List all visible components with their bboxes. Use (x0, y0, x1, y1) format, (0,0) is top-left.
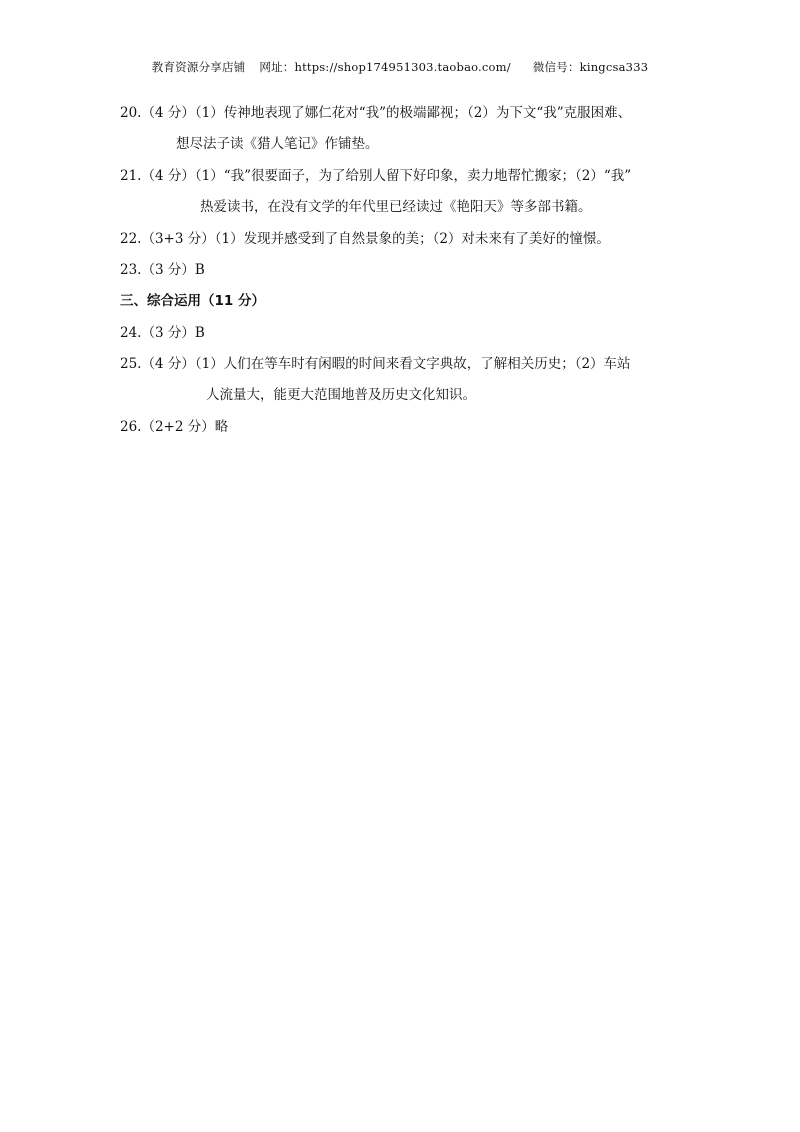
answer-25-line-1: 25.（4 分）（1）人们在等车时有闲暇的时间来看文字典故，了解相关历史；（2）车站 (120, 356, 631, 372)
answer-21-line-1: 21.（4 分）（1）“我”很要面子，为了给别人留下好印象，卖力地帮忙搬家；（2）“我” (120, 168, 632, 184)
shop-name: 教育资源分享店铺 (151, 60, 246, 74)
section-3-heading: 三、综合运用（11 分） (120, 293, 265, 309)
answer-24: 24.（3 分）B (120, 325, 205, 341)
page-header (0, 59, 800, 75)
answer-25-line-2: 人流量大，能更大范围地普及历史文化知识。 (206, 387, 476, 403)
answer-23: 23.（3 分）B (120, 262, 205, 278)
answer-22: 22.（3+3 分）（1）发现并感受到了自然景象的美；（2）对未来有了美好的憧憬。 (120, 231, 610, 247)
answer-20-line-1: 20.（4 分）（1）传神地表现了娜仁花对“我”的极端鄙视；（2）为下文“我”克服困难、 (120, 105, 632, 121)
answer-20-line-2: 想尽法子读《猎人笔记》作铺垫。 (176, 136, 379, 152)
answer-21-line-2: 热爱读书，在没有文学的年代里已经读过《艳阳天》等多部书籍。 (200, 199, 592, 215)
wechat-id: 微信号：kingcsa333 (532, 60, 649, 74)
answer-26: 26.（2+2 分）略 (120, 419, 229, 435)
shop-url: 网址：https://shop174951303.taobao.com/ (259, 60, 511, 74)
